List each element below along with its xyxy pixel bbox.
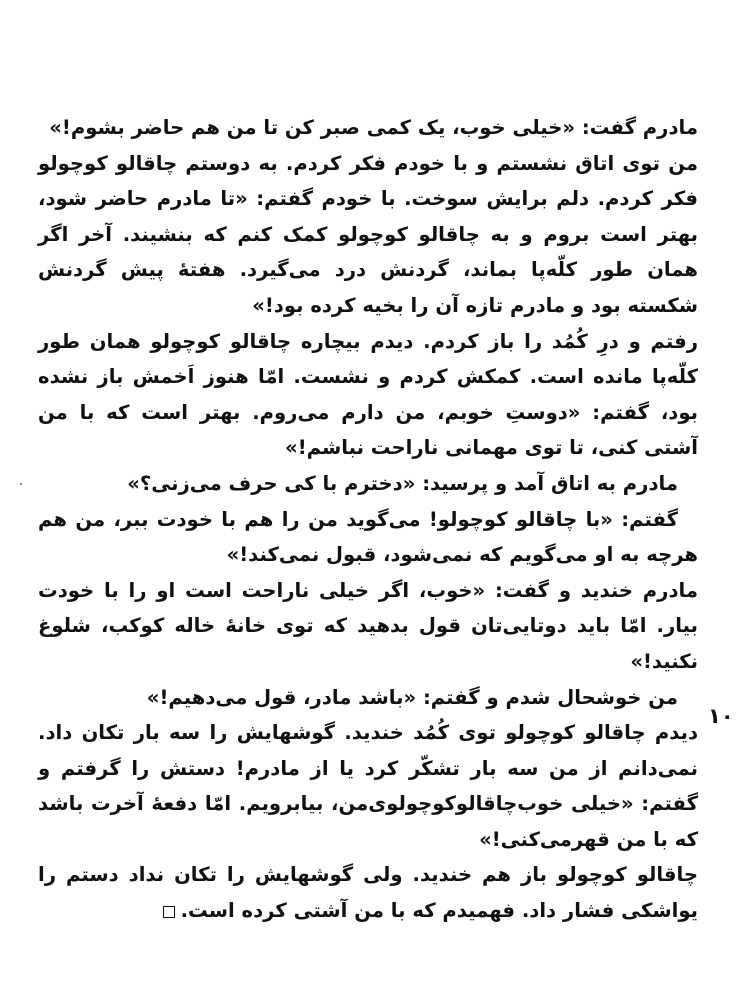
- scan-speck: [20, 483, 22, 485]
- paragraph-9: [38, 857, 698, 928]
- paragraph-7: من خوشحال شدم و گفتم: «باشد مادر، قول می‌دهیم!»: [146, 685, 678, 709]
- paragraph-1: مادرم گفت: «خیلی خوب، یک کمی صبر کن تا من هم حاضر بشوم!»: [49, 116, 698, 139]
- paragraph-8: دیدم چاقالو کوچولو توی کُمُد خندید. گوشهایش را سه بار تکان داد. نمی‌دانم از من سه بار تشکّر کرد یا از مادرم! دستش را گرفتم و گفتم: «خیلی خوب‌چاقالوکوچولوی‌من، بیابرویم. امّا دفعهٔ آخرت باشد که با من قهرمی‌کنی!»: [38, 721, 698, 851]
- paragraph-5: گفتم: «با چاقالو کوچولو! می‌گوید من را هم با خودت ببر، من هم هرچه به او می‌گویم که نمی‌شود، قبول نمی‌کند!»: [38, 507, 698, 567]
- paragraph-9-text: چاقالو کوچولو باز هم خندید. ولی گوشهایش را تکان نداد دستم را یواشکی فشار داد. فهمیدم که با من آشتی کرده است.: [38, 863, 698, 923]
- paragraph-2: من توی اتاق نشستم و با خودم فکر کردم. به دوستم چاقالو کوچولو فکر کردم. دلم برایش سوخت. با خودم گفتم: «تا مادرم حاضر شود، بهتر است بروم و به چاقالو کوچولو کمک کنم که بنشیند. آخر اگر همان طور کلّه‌پا بماند، گردنش درد می‌گیرد. هفتهٔ پیش گردنش شکسته بود و مادرم تازه آن را بخیه کرده بود!»: [38, 151, 698, 317]
- story-text: [38, 110, 698, 929]
- paragraph-6: مادرم خندید و گفت: «خوب، اگر خیلی ناراحت است او را با خودت بیار. امّا باید دوتایی‌تان قول بدهید که توی خانهٔ خاله کوکب، شلوغ نکنید!»: [38, 578, 698, 673]
- page-number: ۱۰: [708, 704, 734, 728]
- paragraph-4: مادرم به اتاق آمد و پرسید: «دخترم با کی حرف می‌زنی؟»: [127, 471, 678, 495]
- paragraph-3: رفتم و درِ کُمُد را باز کردم. دیدم بیچاره چاقالو کوچولو همان طور کلّه‌پا مانده است. کمکش کردم و نشست. امّا هنوز اَخمش باز نشده بود، گفتم: «دوستِ خوبم، من دارم می‌روم. بهتر است که با من آشتی کنی، تا توی مهمانی ناراحت نباشم!»: [38, 329, 698, 460]
- end-of-story-mark-icon: [163, 906, 175, 918]
